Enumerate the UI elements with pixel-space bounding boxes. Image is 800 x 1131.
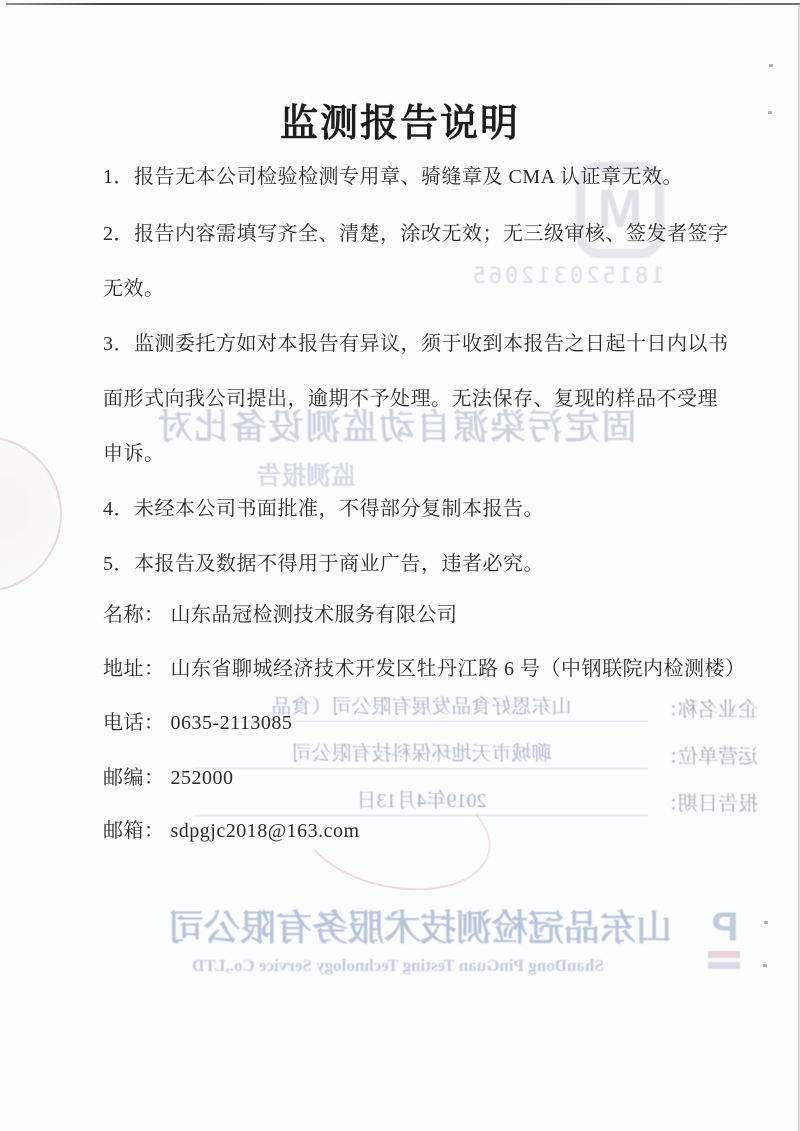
notice-item-1: 1．报告无本公司检验检测专用章、骑缝章及 CMA 认证章无效。 bbox=[103, 166, 683, 188]
footer-company-en-bleed: ShanDong PinGuan Testing Technology Service Co.,LTD bbox=[192, 956, 604, 975]
cover-title-bleed: 固定污染源自动监测设备比对 bbox=[155, 408, 637, 447]
company-logo-text-bar bbox=[708, 951, 740, 958]
contact-label-name: 名称： bbox=[103, 604, 165, 626]
page-title: 监测报告说明 bbox=[279, 103, 520, 145]
contact-value-email: sdpgjc2018@163.com bbox=[170, 820, 360, 842]
contact-row-postcode bbox=[103, 761, 234, 790]
scan-speck bbox=[764, 921, 768, 924]
cover-subtitle-bleed: 监测报告 bbox=[256, 462, 357, 490]
form-value: 聊城市天地环保科技有限公司 bbox=[195, 737, 648, 769]
scan-speck bbox=[763, 964, 767, 967]
notice-item-3-line-3: 申诉。 bbox=[103, 443, 165, 465]
notice-item-4: 4．未经本公司书面批准，不得部分复制本报告。 bbox=[103, 498, 544, 520]
contact-row-address bbox=[103, 652, 746, 681]
contact-label-email: 邮箱： bbox=[103, 820, 165, 842]
contact-value-address: 山东省聊城经济技术开发区牡丹江路 6 号（中钢联院内检测楼） bbox=[170, 658, 746, 680]
notice-item-3-line-1: 3．监测委托方如对本报告有异议，须于收到本报告之日起十日内以书 bbox=[103, 333, 729, 355]
scan-top-edge-line bbox=[6, 3, 800, 5]
contact-row-phone bbox=[103, 706, 292, 735]
serial-number-bleed: 181520312065 bbox=[469, 264, 665, 289]
notice-item-2-line-2: 无效。 bbox=[103, 278, 165, 300]
form-row-operator bbox=[195, 743, 758, 769]
company-logo-bleed bbox=[706, 906, 744, 948]
notice-item-3-line-2: 面形式向我公司提出，逾期不予处理。无法保存、复现的样品不受理 bbox=[103, 388, 718, 410]
contact-value-phone: 0635-2113085 bbox=[170, 712, 293, 734]
form-value: 2019年4月13日 bbox=[195, 784, 648, 816]
form-row-date bbox=[195, 790, 758, 816]
form-label: 报告日期： bbox=[658, 793, 758, 815]
form-label: 运营单位： bbox=[658, 746, 758, 768]
cma-logo-letter: M bbox=[597, 179, 643, 239]
footer-company-cn-bleed: 山东品冠检测技术服务有限公司 bbox=[168, 907, 673, 948]
company-logo-text-bar bbox=[708, 962, 740, 969]
scan-speck bbox=[769, 64, 773, 67]
contact-value-name: 山东品冠检测技术服务有限公司 bbox=[170, 604, 458, 626]
contact-row-email bbox=[103, 814, 360, 843]
partial-seal-stamp bbox=[0, 436, 62, 592]
contact-label-postcode: 邮编： bbox=[103, 767, 165, 789]
company-logo-letter: P bbox=[711, 905, 739, 949]
form-label: 企业名称： bbox=[658, 699, 758, 721]
contact-row-name bbox=[103, 598, 458, 627]
form-value: 山东恩好食品发展有限公司（食品 bbox=[195, 690, 648, 722]
contact-label-address: 地址： bbox=[103, 658, 165, 680]
notice-item-5: 5．本报告及数据不得用于商业广告，违者必究。 bbox=[103, 553, 544, 575]
contact-label-phone: 电话： bbox=[103, 712, 165, 734]
contact-value-postcode: 252000 bbox=[170, 767, 234, 789]
notice-item-2-line-1: 2．报告内容需填写齐全、清楚，涂改无效；无三级审核、签发者签字 bbox=[103, 223, 729, 245]
